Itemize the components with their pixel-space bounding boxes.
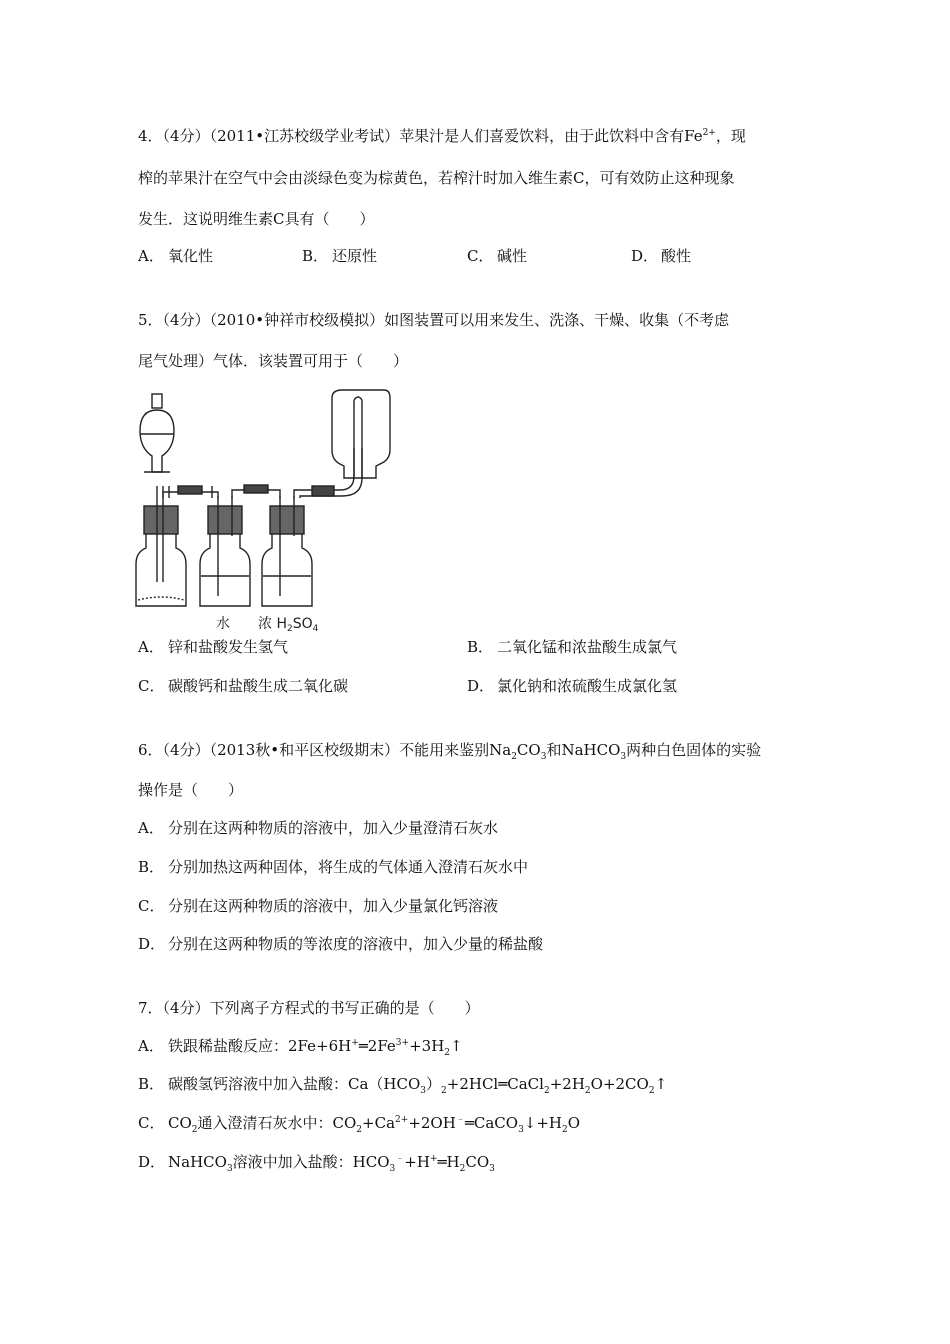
q4-option-b: B． 还原性 [302, 247, 378, 265]
collection-bottle [332, 390, 390, 478]
q6-stem-line2: 操作是（ ） [138, 781, 244, 799]
acid-bottle [262, 496, 312, 606]
q7-option-b: B． 碳酸氢钙溶液中加入盐酸：$Ca(HCO_3)_2+2HCl═CaCl_2+2H_2O+2CO_2↑$ [138, 1075, 668, 1096]
generator-bottle [136, 486, 186, 606]
q5-stem-line1: 5．（4分）（2010•钟祥市校级模拟）如图装置可以用来发生、洗涤、干燥、收集（不考虑 [138, 311, 730, 329]
water-bottle [200, 496, 250, 606]
q4-stem-line2: 榨的苹果汁在空气中会由淡绿色变为棕黄色，若榨汁时加入维生素C，可有效防止这种现象 [138, 169, 735, 187]
figure-label-water: 水 [216, 616, 230, 632]
q4-option-c: C． 碱性 [467, 247, 528, 265]
q4-option-d: D． 酸性 [631, 247, 692, 265]
q5-option-b: B． 二氧化锰和浓盐酸生成氯气 [467, 638, 678, 656]
q6-option-b: B． 分别加热这两种固体，将生成的气体通入澄清石灰水中 [138, 858, 529, 876]
q6-option-a: A． 分别在这两种物质的溶液中，加入少量澄清石灰水 [138, 819, 499, 837]
gas-apparatus-figure [132, 386, 402, 636]
q5-option-c: C． 碳酸钙和盐酸生成二氧化碳 [138, 677, 349, 695]
separatory-funnel [140, 394, 174, 472]
q7-option-c: C． $CO_2$通入澄清石灰水中：$CO_2+Ca^{2+}+2OH^﹣═CaCO_3↓+H_2O$ [138, 1114, 581, 1135]
q5-option-d: D． 氯化钠和浓硫酸生成氯化氢 [467, 677, 678, 695]
q4-stem-line3: 发生．这说明维生素C具有（ ） [138, 210, 375, 228]
q6-option-c: C． 分别在这两种物质的溶液中，加入少量氯化钙溶液 [138, 897, 499, 915]
q6-stem-line1: 6．（4分）（2013秋•和平区校级期末）不能用来鉴别$Na_2CO_3$和NaHCO$_3$两种白色固体的实验 [138, 741, 762, 762]
q6-option-d: D． 分别在这两种物质的等浓度的溶液中，加入少量的稀盐酸 [138, 935, 544, 953]
q7-option-d: D． NaHCO$_3$溶液中加入盐酸：$HCO_3^﹣+H^+═H_2CO_3$ [138, 1153, 495, 1174]
q5-option-a: A． 锌和盐酸发生氢气 [138, 638, 289, 656]
q7-option-a: A． 铁跟稀盐酸反应：$2Fe+6H^+═2Fe^{3+}+3H_2↑$ [138, 1037, 463, 1058]
q4-option-a: A． 氧化性 [138, 247, 214, 265]
q5-stem-line2: 尾气处理）气体．该装置可用于（ ） [138, 352, 409, 370]
q7-stem: 7．（4分）下列离子方程式的书写正确的是（ ） [138, 999, 480, 1017]
figure-label-acid: 浓 $H_2SO_4$ [258, 616, 319, 634]
q4-stem-line1: 4．（4分）（2011•江苏校级学业考试）苹果汁是人们喜爱饮料，由于此饮料中含有$Fe^{2+}$，现 [138, 127, 746, 145]
